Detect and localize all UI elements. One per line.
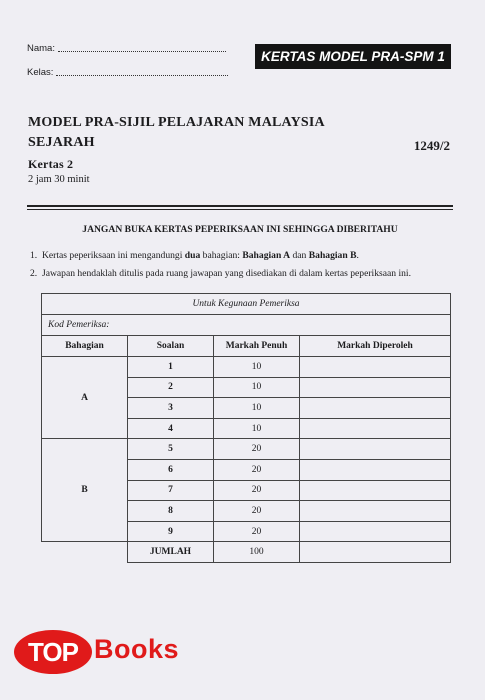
full-marks: 20 <box>214 439 300 460</box>
name-field[interactable] <box>27 43 226 54</box>
subject-title: SEJARAH <box>28 135 95 150</box>
full-marks: 10 <box>214 398 300 419</box>
header-question: Soalan <box>128 336 214 357</box>
question-number: 3 <box>128 398 214 419</box>
marks-obtained-cell[interactable] <box>300 377 451 398</box>
header-marks-obtained: Markah Diperoleh <box>300 336 451 357</box>
marks-obtained-cell[interactable] <box>300 521 451 542</box>
name-label: Nama: <box>27 43 55 54</box>
marks-obtained-cell[interactable] <box>300 418 451 439</box>
question-number: 6 <box>128 459 214 480</box>
table-total-row <box>42 542 451 563</box>
exam-title: MODEL PRA-SIJIL PELAJARAN MALAYSIA <box>28 115 325 130</box>
full-marks: 10 <box>214 357 300 378</box>
section-a-label: A <box>42 357 128 439</box>
full-marks: 10 <box>214 377 300 398</box>
divider-thin <box>27 209 453 210</box>
paper-duration: 2 jam 30 minit <box>28 174 90 185</box>
full-marks: 10 <box>214 418 300 439</box>
paper-code: 1249/2 <box>413 138 450 153</box>
paper-banner: KERTAS MODEL PRA-SPM 1 <box>255 44 451 69</box>
table-row <box>42 439 451 460</box>
divider-thick <box>27 205 453 207</box>
question-number: 4 <box>128 418 214 439</box>
total-marks: 100 <box>214 542 300 563</box>
marks-obtained-cell[interactable] <box>300 398 451 419</box>
name-dotted-line <box>58 43 226 52</box>
marks-obtained-cell[interactable] <box>300 439 451 460</box>
header-section: Bahagian <box>42 336 128 357</box>
total-label: JUMLAH <box>128 542 214 563</box>
examiner-code-label: Kod Pemeriksa: <box>42 315 451 336</box>
full-marks: 20 <box>214 480 300 501</box>
instruction-1: 1. Kertas peperiksaan ini mengandungi dua bahagian: Bahagian A dan Bahagian B. <box>30 250 359 261</box>
full-marks: 20 <box>214 521 300 542</box>
question-number: 1 <box>128 357 214 378</box>
class-field[interactable] <box>27 67 228 78</box>
logo-books-text: Books <box>94 634 180 664</box>
instruction-2: 2. Jawapan hendaklah ditulis pada ruang jawapan yang disediakan di dalam kertas peperiksaan ini. <box>30 268 411 279</box>
section-b-label: B <box>42 439 128 542</box>
full-marks: 20 <box>214 459 300 480</box>
examiner-score-table <box>41 293 451 563</box>
marks-obtained-cell[interactable] <box>300 501 451 522</box>
marks-obtained-cell[interactable] <box>300 480 451 501</box>
question-number: 7 <box>128 480 214 501</box>
paper-number: Kertas 2 <box>28 157 74 171</box>
full-marks: 20 <box>214 501 300 522</box>
warning-heading: JANGAN BUKA KERTAS PEPERIKSAAN INI SEHINGGA DIBERITAHU <box>82 224 398 235</box>
question-number: 8 <box>128 501 214 522</box>
class-label: Kelas: <box>27 67 54 78</box>
logo-top-badge: TOP <box>14 630 92 674</box>
question-number: 2 <box>128 377 214 398</box>
question-number: 9 <box>128 521 214 542</box>
table-caption: Untuk Kegunaan Pemeriksa <box>42 294 451 315</box>
marks-obtained-cell[interactable] <box>300 459 451 480</box>
question-number: 5 <box>128 439 214 460</box>
class-dotted-line <box>56 67 228 76</box>
marks-obtained-cell[interactable] <box>300 357 451 378</box>
header-full-marks: Markah Penuh <box>214 336 300 357</box>
table-header-row <box>42 336 451 357</box>
total-obtained-cell[interactable] <box>300 542 451 563</box>
table-row <box>42 357 451 378</box>
